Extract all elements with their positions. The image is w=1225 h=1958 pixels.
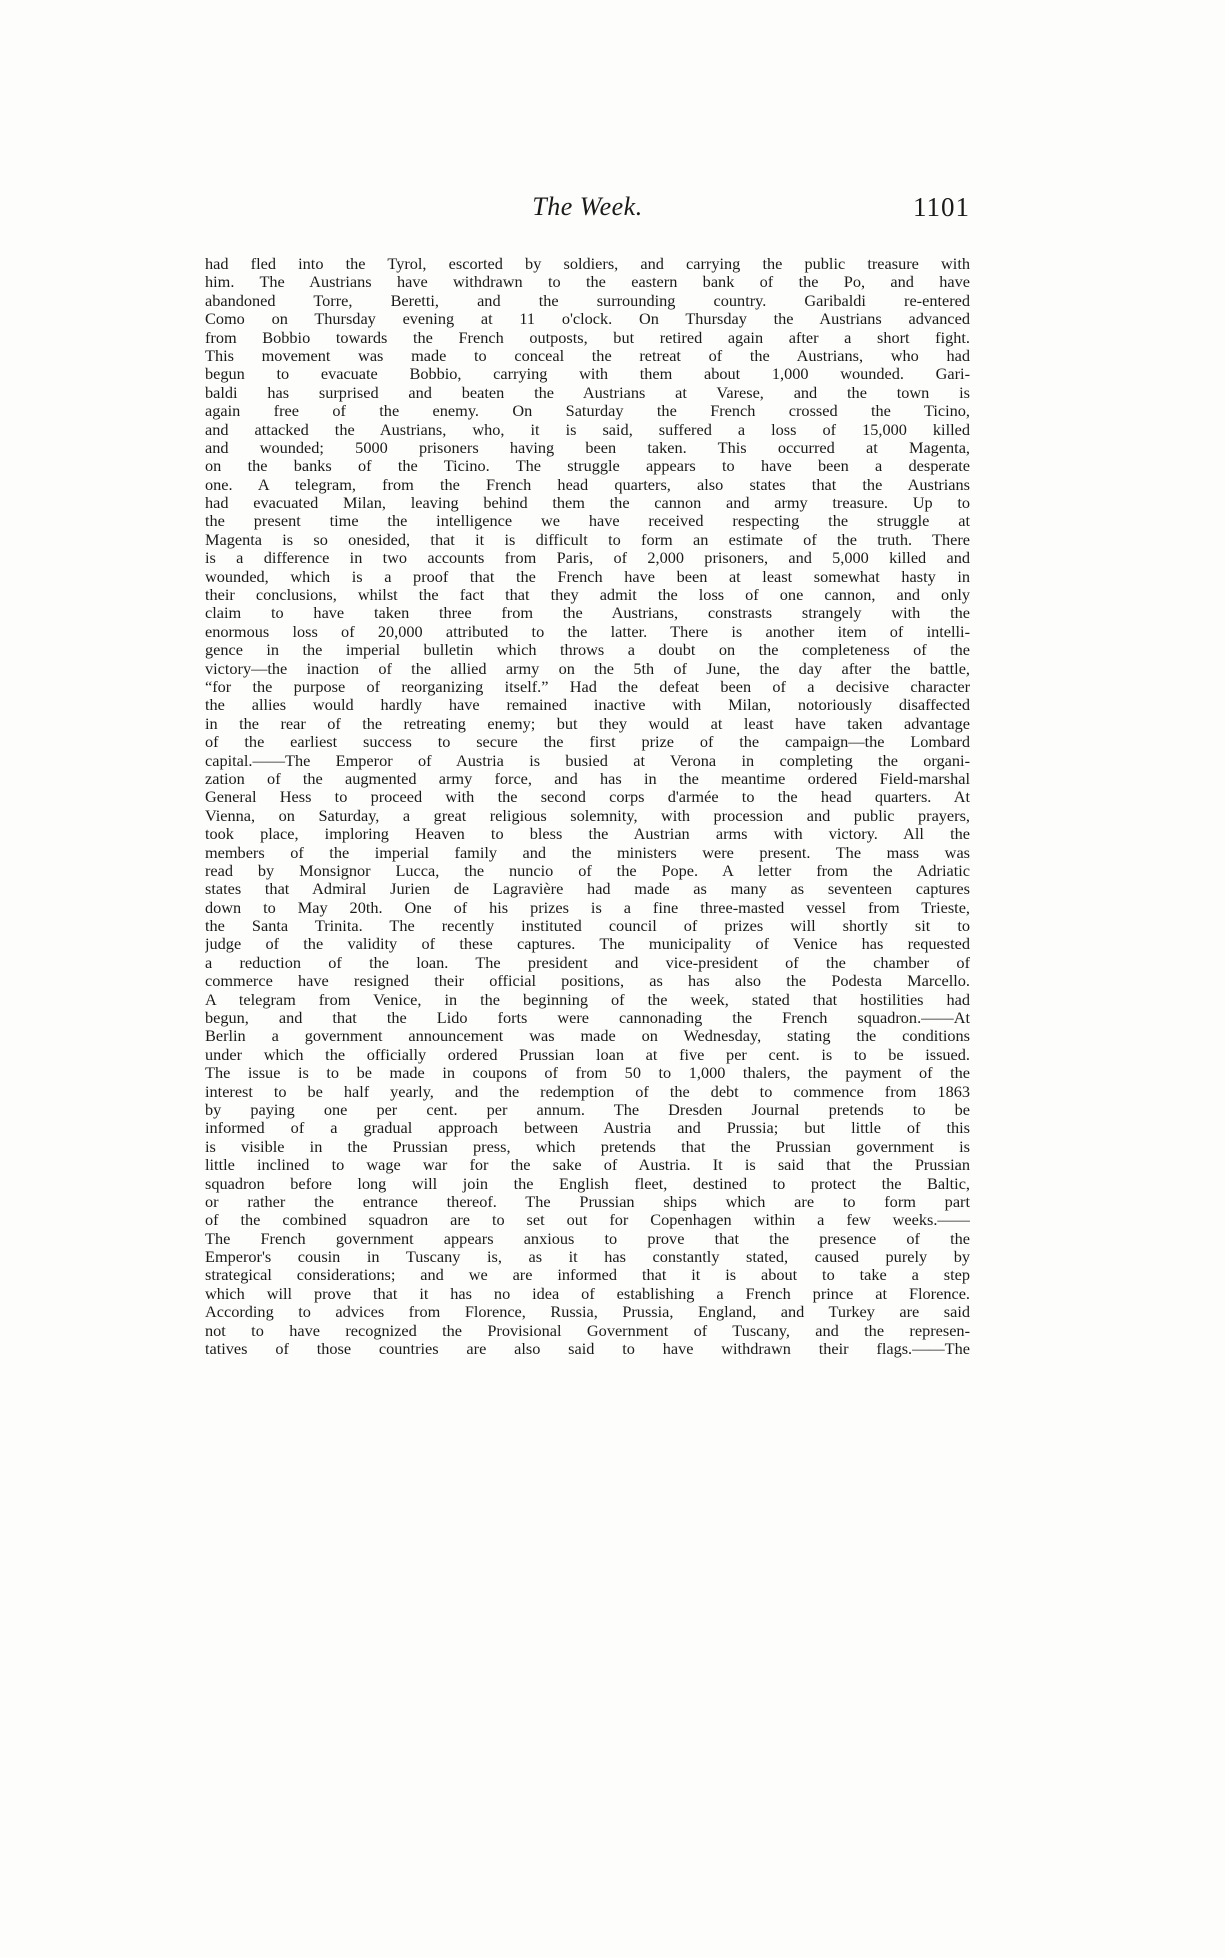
text-line: him. The Austrians have withdrawn to the eastern bank of the Po, and have: [205, 273, 970, 292]
text-line: baldi has surprised and beaten the Austrians at Varese, and the town is: [205, 383, 970, 402]
text-line: The issue is to be made in coupons of from 50 to 1,000 thalers, the payment of the: [205, 1064, 970, 1083]
text-line: This movement was made to conceal the retreat of the Austrians, who had: [205, 346, 970, 365]
text-line: read by Monsignor Lucca, the nuncio of the Pope. A letter from the Adriatic: [205, 861, 970, 880]
text-line: claim to have taken three from the Austrians, constrasts strangely with the: [205, 604, 970, 623]
text-line: informed of a gradual approach between Austria and Prussia; but little of this: [205, 1119, 970, 1138]
text-line: is visible in the Prussian press, which pretends that the Prussian government is: [205, 1137, 970, 1156]
text-line: and wounded; 5000 prisoners having been taken. This occurred at Magenta,: [205, 438, 970, 457]
running-title: The Week.: [532, 192, 643, 221]
text-line: begun to evacuate Bobbio, carrying with them about 1,000 wounded. Gari-: [205, 365, 970, 384]
text-line: commerce have resigned their official positions, as has also the Podesta Marcello.: [205, 972, 970, 991]
text-line: of the earliest success to secure the first prize of the campaign—the Lombard: [205, 733, 970, 752]
text-line: Vienna, on Saturday, a great religious solemnity, with procession and public prayers,: [205, 806, 970, 825]
text-line: gence in the imperial bulletin which throws a doubt on the completeness of the: [205, 641, 970, 660]
text-line: not to have recognized the Provisional Government of Tuscany, and the represen-: [205, 1321, 970, 1340]
text-line: little inclined to wage war for the sake of Austria. It is said that the Prussian: [205, 1156, 970, 1175]
text-line: Magenta is so onesided, that it is difficult to form an estimate of the truth. There: [205, 530, 970, 549]
text-line: victory—the inaction of the allied army on the 5th of June, the day after the battle,: [205, 659, 970, 678]
text-line: A telegram from Venice, in the beginning of the week, stated that hostilities had: [205, 990, 970, 1009]
text-line: Como on Thursday evening at 11 o'clock. On Thursday the Austrians advanced: [205, 310, 970, 329]
text-line: or rather the entrance thereof. The Prussian ships which are to form part: [205, 1192, 970, 1211]
text-line: abandoned Torre, Beretti, and the surrounding country. Garibaldi re-entered: [205, 291, 970, 310]
text-line: one. A telegram, from the French head quarters, also states that the Austrians: [205, 475, 970, 494]
text-line: in the rear of the retreating enemy; but they would at least have taken advantage: [205, 714, 970, 733]
text-line: The French government appears anxious to prove that the presence of the: [205, 1229, 970, 1248]
text-line: on the banks of the Ticino. The struggle appears to have been a desperate: [205, 457, 970, 476]
text-line: Emperor's cousin in Tuscany is, as it has constantly stated, caused purely by: [205, 1248, 970, 1267]
text-line: interest to be half yearly, and the redemption of the debt to commence from 1863: [205, 1082, 970, 1101]
page-number: 1101: [913, 192, 970, 222]
text-line: members of the imperial family and the ministers were present. The mass was: [205, 843, 970, 862]
text-line: down to May 20th. One of his prizes is a fine three-masted vessel from Trieste,: [205, 898, 970, 917]
text-line: enormous loss of 20,000 attributed to the latter. There is another item of intelli-: [205, 622, 970, 641]
text-line: judge of the validity of these captures. The municipality of Venice has requested: [205, 935, 970, 954]
running-head: [205, 192, 970, 232]
text-line: General Hess to proceed with the second corps d'armée to the head quarters. At: [205, 788, 970, 807]
text-line: tatives of those countries are also said to have withdrawn their flags.——The: [205, 1340, 970, 1359]
text-line: under which the officially ordered Prussian loan at five per cent. is to be issued.: [205, 1045, 970, 1064]
text-line: by paying one per cent. per annum. The Dresden Journal pretends to be: [205, 1100, 970, 1119]
text-line: from Bobbio towards the French outposts, but retired again after a short fight.: [205, 328, 970, 347]
text-line: Berlin a government announcement was made on Wednesday, stating the conditions: [205, 1027, 970, 1046]
text-line: which will prove that it has no idea of establishing a French prince at Florence.: [205, 1284, 970, 1303]
text-line: a reduction of the loan. The president and vice-president of the chamber of: [205, 953, 970, 972]
text-line: “for the purpose of reorganizing itself.” Had the defeat been of a decisive character: [205, 677, 970, 696]
text-line: wounded, which is a proof that the French have been at least somewhat hasty in: [205, 567, 970, 586]
text-line: According to advices from Florence, Russia, Prussia, England, and Turkey are said: [205, 1303, 970, 1322]
text-line: had fled into the Tyrol, escorted by soldiers, and carrying the public treasure with: [205, 255, 970, 273]
text-line: begun, and that the Lido forts were cannonading the French squadron.——At: [205, 1009, 970, 1028]
article-body: [205, 255, 970, 1358]
text-line: had evacuated Milan, leaving behind them the cannon and army treasure. Up to: [205, 494, 970, 513]
text-line: the Santa Trinita. The recently instituted council of prizes will shortly sit to: [205, 917, 970, 936]
text-line: the allies would hardly have remained inactive with Milan, notoriously disaffected: [205, 696, 970, 715]
text-line: zation of the augmented army force, and has in the meantime ordered Field-marshal: [205, 769, 970, 788]
text-line: took place, imploring Heaven to bless the Austrian arms with victory. All the: [205, 825, 970, 844]
text-line: again free of the enemy. On Saturday the French crossed the Ticino,: [205, 402, 970, 421]
text-line: capital.——The Emperor of Austria is busied at Verona in completing the organi-: [205, 751, 970, 770]
text-line: and attacked the Austrians, who, it is said, suffered a loss of 15,000 killed: [205, 420, 970, 439]
text-line: squadron before long will join the English fleet, destined to protect the Baltic,: [205, 1174, 970, 1193]
text-line: of the combined squadron are to set out for Copenhagen within a few weeks.——: [205, 1211, 970, 1230]
text-line: states that Admiral Jurien de Lagravière had made as many as seventeen captures: [205, 880, 970, 899]
text-line: their conclusions, whilst the fact that they admit the loss of one cannon, and only: [205, 586, 970, 605]
text-line: strategical considerations; and we are informed that it is about to take a step: [205, 1266, 970, 1285]
text-line: the present time the intelligence we have received respecting the struggle at: [205, 512, 970, 531]
text-line: is a difference in two accounts from Paris, of 2,000 prisoners, and 5,000 killed and: [205, 549, 970, 568]
